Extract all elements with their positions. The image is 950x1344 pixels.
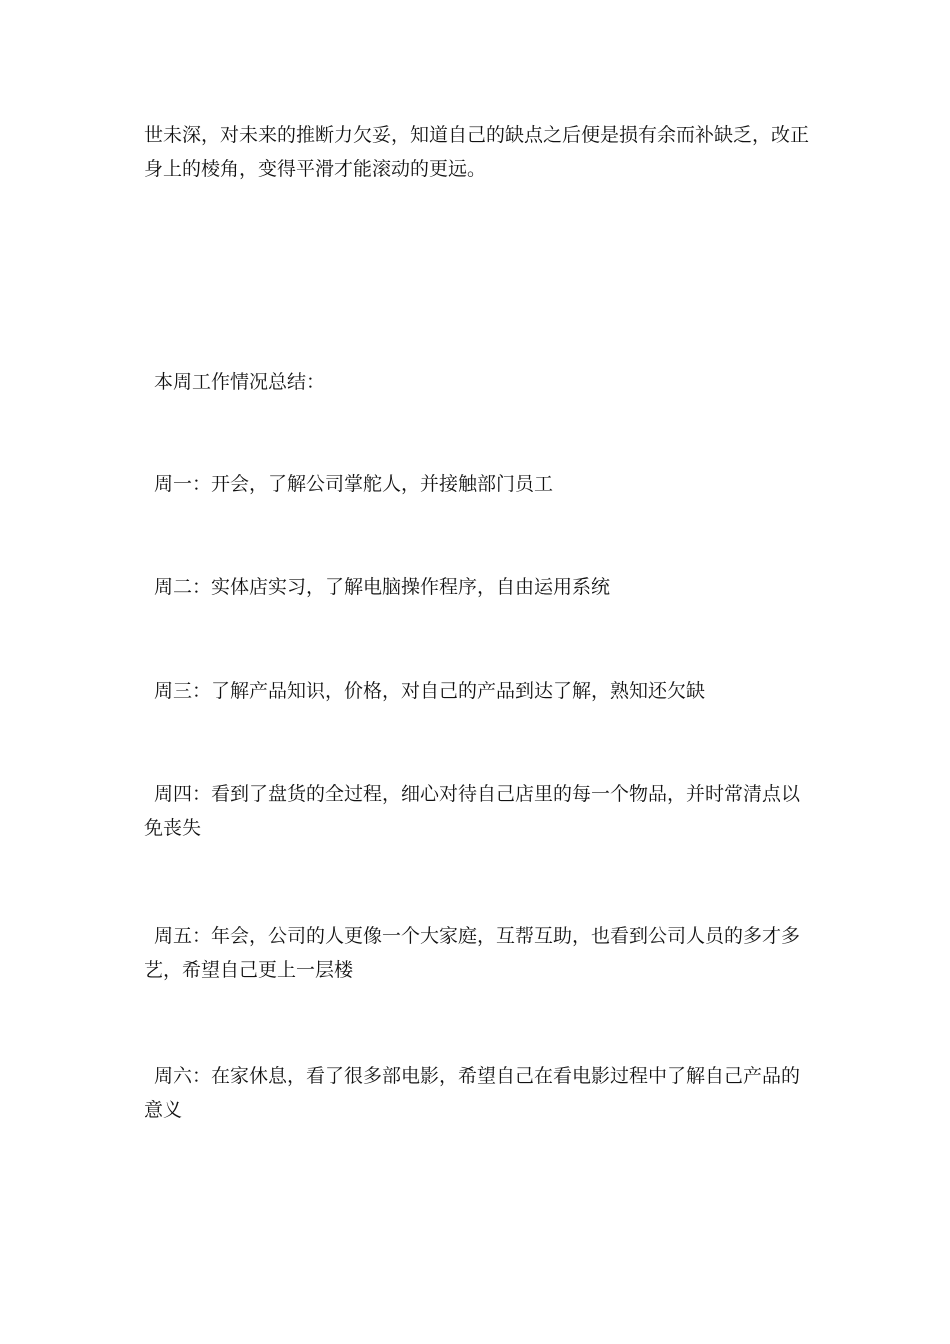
day-entry-thursday: 周四：看到了盘货的全过程，细心对待自己店里的每一个物品，并时常清点以免丧失 <box>144 783 801 839</box>
day-entry-tuesday: 周二：实体店实习，了解电脑操作程序，自由运用系统 <box>154 576 611 598</box>
summary-heading: 本周工作情况总结： <box>154 371 326 393</box>
intro-paragraph: 世未深，对未来的推断力欠妥，知道自己的缺点之后便是损有余而补缺乏，改正身上的棱角，变得平滑才能滚动的更远。 <box>144 124 810 180</box>
day-entry-wednesday: 周三：了解产品知识，价格，对自己的产品到达了解，熟知还欠缺 <box>154 680 706 702</box>
day-entry-friday: 周五：年会，公司的人更像一个大家庭，互帮互助，也看到公司人员的多才多艺，希望自己更上一层楼 <box>144 925 801 981</box>
day-entry-saturday: 周六：在家休息，看了很多部电影，希望自己在看电影过程中了解自己产品的意义 <box>144 1065 801 1121</box>
day-entry-monday: 周一：开会，了解公司掌舵人，并接触部门员工 <box>154 473 554 495</box>
